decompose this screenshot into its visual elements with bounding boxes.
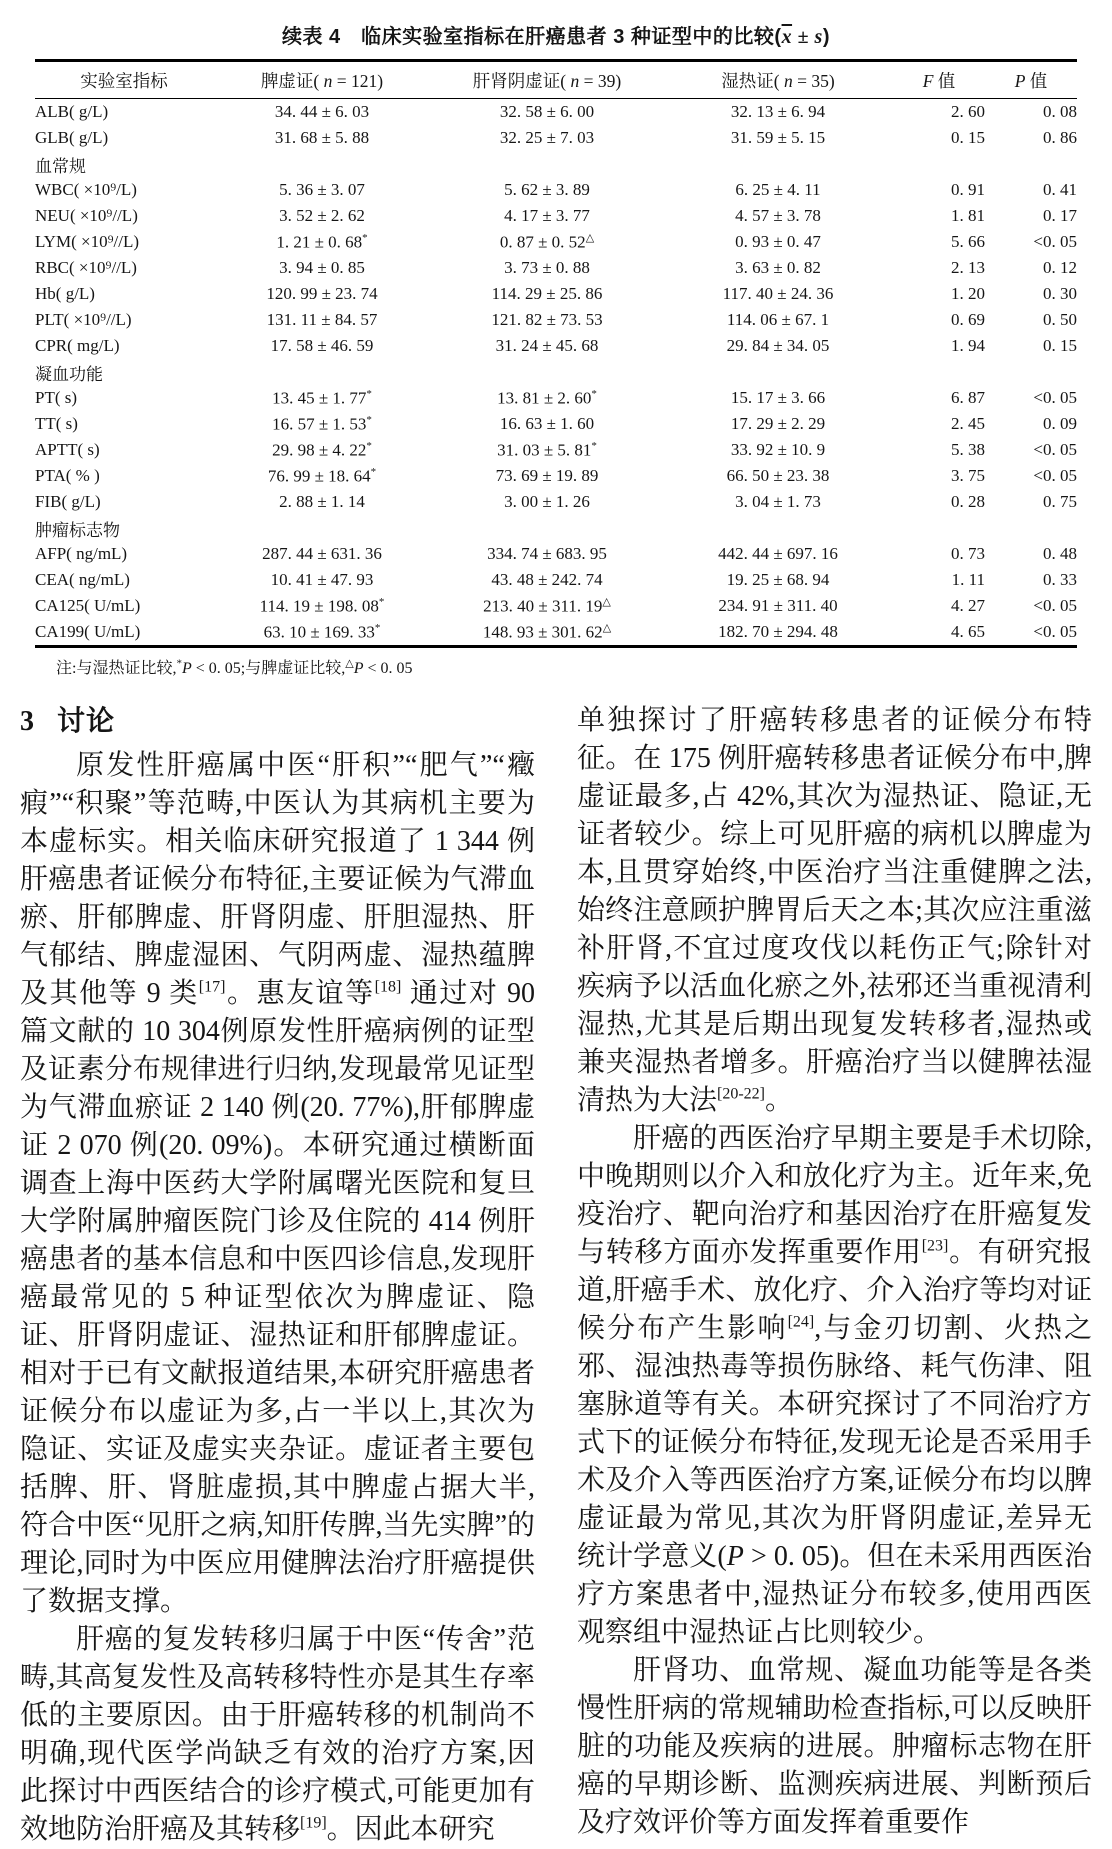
value-cell: 334. 74 ± 683. 95 — [487, 544, 607, 563]
table-row — [35, 99, 1077, 126]
p-value-cell: <0. 05 — [1033, 466, 1077, 485]
paragraph: 单独探讨了肝癌转移患者的证候分布特征。在 175 例肝癌转移患者证候分布中,脾虚证最多,占 42%,其次为湿热证、隐证,无证者较少。综上可见肝癌的病机以脾虚为本,且贯穿始终,中医治疗当注重健脾之法,始终注意顾护脾胃后天之本;其次应注重滋补肝肾,不宜过度攻伐以耗伤正气;除针对疾病予以活血化瘀之外,祛邪还当重视清利湿热,尤其是后期出现复发转移者,湿热或兼夹湿热者增多。肝癌治疗当以健脾祛湿清热为大法[20-22]。 — [577, 705, 1092, 1116]
italic-symbol: P — [181, 660, 192, 677]
f-value-cell: 1. 11 — [951, 570, 985, 589]
p-value-cell: <0. 05 — [1033, 388, 1077, 407]
paragraph: 原发性肝癌属中医“肝积”“肥气”“癥瘕”“积聚”等范畴,中医认为其病机主要为本虚标实。相关临床研究报道了 1 344 例肝癌患者证候分布特征,主要证候为气滞血瘀、肝郁脾虚、肝肾阴虚、肝胆湿热、肝气郁结、脾虚湿困、气阴两虚、湿热蕴脾及其他等 9 类[17]。惠友谊等[18] 通过对 90 篇文献的 10 304例原发性肝癌病例的证型及证素分布规律进行归纳,发现最常见证型为气滞血瘀证 2 140 例(20. 77%),肝郁脾虚证 2 070 例(20. 09%)。本研究通过横断面调查上海中医药大学附属曙光医院和复旦大学附属肿瘤医院门诊及住院的 414 例肝癌患者的基本信息和中医四诊信息,发现肝癌最常见的 5 种证型依次为脾虚证、隐证、肝肾阴虚证、湿热证和肝郁脾虚证。相对于已有文献报道结果,本研究肝癌患者证候分布以虚证为多,占一半以上,其次为隐证、实证及虚实夹杂证。虚证者主要包括脾、肝、肾脏虚损,其中脾虚占据大半,符合中医“见肝之病,知肝传脾,当先实脾”的理论,同时为中医应用健脾法治疗肝癌提供了数据支撑。 — [20, 750, 535, 1617]
p-value-cell: 0. 48 — [1043, 544, 1077, 563]
value-cell: 3. 00 ± 1. 26 — [504, 492, 590, 511]
indicator-label: APTT( s) — [35, 440, 100, 459]
value-cell: 121. 82 ± 73. 53 — [491, 310, 603, 329]
f-value-cell: 0. 15 — [951, 128, 985, 147]
f-value-cell: 2. 60 — [951, 102, 985, 121]
table-header-row — [35, 61, 1077, 99]
value-cell: 182. 70 ± 294. 48 — [718, 622, 838, 641]
superscript: [19] — [300, 1814, 327, 1832]
f-value-cell: 0. 28 — [951, 492, 985, 511]
indicator-label: PTA( % ) — [35, 466, 100, 485]
table-row — [35, 411, 1077, 437]
value-cell: 29. 98 ± 4. 22* — [272, 439, 372, 460]
section-title: 讨论 — [57, 705, 116, 736]
column-header: 实验室指标 — [80, 71, 168, 91]
superscript: [23] — [921, 1237, 949, 1255]
table-caption-text: 续表 4 临床实验室指标在肝癌患者 3 种证型中的比较( — [281, 26, 782, 48]
section-row — [35, 151, 1077, 177]
superscript: [24] — [787, 1313, 815, 1331]
column-header: 湿热证( n = 35) — [721, 71, 835, 91]
value-cell: 0. 87 ± 0. 52△ — [499, 232, 595, 252]
value-cell: 131. 11 ± 84. 57 — [266, 310, 378, 329]
value-cell: 66. 50 ± 23. 38 — [726, 466, 830, 485]
indicator-label: CA199( U/mL) — [35, 622, 141, 641]
f-value-cell: 4. 27 — [951, 596, 985, 615]
p-value-cell: 0. 09 — [1043, 414, 1077, 433]
f-value-cell: 6. 87 — [951, 388, 985, 407]
paragraph: 肝肾功、血常规、凝血功能等是各类慢性肝病的常规辅助检查指标,可以反映肝脏的功能及疾病的进展。肿瘤标志物在肝癌的早期诊断、监测疾病进展、判断预后及疗效评价等方面发挥着重要作 — [577, 1655, 1092, 1838]
f-value-cell: 1. 81 — [951, 206, 985, 225]
value-cell: 4. 57 ± 3. 78 — [735, 206, 821, 225]
value-cell: 1. 21 ± 0. 68* — [276, 231, 368, 252]
value-cell: 6. 25 ± 4. 11 — [735, 180, 821, 199]
mean-sd-symbol: $\overline{x} \pm s$ — [781, 26, 823, 48]
paragraph: 肝癌的西医治疗早期主要是手术切除,中晚期则以介入和放化疗为主。近年来,免疫治疗、靶向治疗和基因治疗在肝癌复发与转移方面亦发挥重要作用[23]。有研究报道,肝癌手术、放化疗、介入治疗等均对证候分布产生影响[24],与金刃切割、火热之邪、湿浊热毒等损伤脉络、耗气伤津、阻塞脉道等有关。本研究探讨了不同治疗方式下的证候分布特征,发现无论是否采用手术及介入等西医治疗方案,证候分布均以脾虚证最为常见,其次为肝肾阴虚证,差异无统计学意义(P > 0. 05)。但在未采用西医治疗方案患者中,湿热证分布较多,使用西医观察组中湿热证占比则较少。 — [577, 1123, 1092, 1648]
value-cell: 3. 04 ± 1. 73 — [735, 492, 821, 511]
indicator-label: PT( s) — [35, 388, 78, 407]
value-cell: 2. 88 ± 1. 14 — [279, 492, 365, 511]
indicator-label: WBC( ×10⁹/L) — [35, 180, 137, 199]
indicator-label: FIB( g/L) — [35, 492, 101, 511]
indicator-label: RBC( ×10⁹//L) — [35, 258, 137, 277]
table-row — [35, 281, 1077, 307]
table-row — [35, 541, 1077, 567]
superscript: [17] — [198, 978, 226, 996]
section-row — [35, 515, 1077, 541]
table-row — [35, 177, 1077, 203]
value-cell: 29. 84 ± 34. 05 — [726, 336, 830, 355]
p-value-cell: 0. 30 — [1043, 284, 1077, 303]
table-row — [35, 385, 1077, 411]
value-cell: 10. 41 ± 47. 93 — [270, 570, 374, 589]
superscript: [18] — [374, 978, 402, 996]
value-cell: 17. 29 ± 2. 29 — [730, 414, 826, 433]
indicator-label: AFP( ng/mL) — [35, 544, 128, 563]
value-cell: 31. 68 ± 5. 88 — [274, 128, 370, 147]
lab-indicators-table — [35, 59, 1077, 648]
table-row — [35, 437, 1077, 463]
value-cell: 114. 06 ± 67. 1 — [726, 310, 830, 329]
table-row — [35, 567, 1077, 593]
table-row — [35, 333, 1077, 359]
p-value-cell: <0. 05 — [1033, 232, 1077, 251]
section-heading — [20, 702, 535, 741]
value-cell: 43. 48 ± 242. 74 — [491, 570, 603, 589]
column-header: F 值 — [922, 71, 956, 91]
value-cell: 5. 62 ± 3. 89 — [504, 180, 590, 199]
f-value-cell: 2. 13 — [951, 258, 985, 277]
f-value-cell: 0. 73 — [951, 544, 985, 563]
table-row — [35, 307, 1077, 333]
indicator-label: NEU( ×10⁹//L) — [35, 206, 138, 225]
value-cell: 3. 73 ± 0. 88 — [504, 258, 590, 277]
superscript: [20-22] — [717, 1085, 765, 1103]
indicator-label: PLT( ×10⁹//L) — [35, 310, 132, 329]
column-header: 脾虚证( n = 121) — [260, 71, 384, 91]
value-cell: 32. 25 ± 7. 03 — [499, 128, 595, 147]
p-value-cell: <0. 05 — [1033, 596, 1077, 615]
table-row — [35, 125, 1077, 151]
column-header: 肝肾阴虚证( n = 39) — [472, 71, 622, 91]
right-column — [577, 702, 1092, 1849]
indicator-label: CPR( mg/L) — [35, 336, 120, 355]
value-cell: 4. 17 ± 3. 77 — [504, 206, 590, 225]
f-value-cell: 5. 66 — [951, 232, 985, 251]
table-footnote: 注:与湿热证比较,*P < 0. 05;与脾虚证比较,△P < 0. 05 — [56, 657, 413, 677]
table-row — [35, 463, 1077, 489]
value-cell: 63. 10 ± 169. 33* — [263, 621, 381, 642]
table-row — [35, 619, 1077, 647]
f-value-cell: 0. 91 — [951, 180, 985, 199]
italic-symbol: P — [353, 660, 364, 677]
value-cell: 442. 44 ± 697. 16 — [718, 544, 838, 563]
indicator-label: GLB( g/L) — [35, 128, 109, 147]
section-number: 3 — [20, 706, 35, 737]
value-cell: 19. 25 ± 68. 94 — [726, 570, 830, 589]
italic-symbol: P — [726, 1541, 744, 1572]
p-value-cell: 0. 08 — [1043, 102, 1077, 121]
value-cell: 148. 93 ± 301. 62△ — [482, 622, 612, 642]
indicator-label: Hb( g/L) — [35, 284, 95, 303]
value-cell: 3. 63 ± 0. 82 — [735, 258, 821, 277]
value-cell: 5. 36 ± 3. 07 — [279, 180, 365, 199]
value-cell: 16. 57 ± 1. 53* — [272, 413, 372, 434]
superscript: △ — [345, 657, 354, 670]
table-caption: 续表 4 临床实验室指标在肝癌患者 3 种证型中的比较$(\overline{x} \pm s)$ — [281, 26, 831, 48]
value-cell: 34. 44 ± 6. 03 — [274, 102, 370, 121]
p-value-cell: <0. 05 — [1033, 622, 1077, 641]
value-cell: 31. 24 ± 45. 68 — [495, 336, 599, 355]
f-value-cell: 4. 65 — [951, 622, 985, 641]
f-value-cell: 3. 75 — [951, 466, 985, 485]
f-value-cell: 5. 38 — [951, 440, 985, 459]
value-cell: 17. 58 ± 46. 59 — [270, 336, 374, 355]
value-cell: 76. 99 ± 18. 64* — [267, 465, 377, 486]
value-cell: 31. 03 ± 5. 81* — [497, 439, 597, 460]
value-cell: 13. 81 ± 2. 60* — [497, 387, 597, 408]
value-cell: 3. 52 ± 2. 62 — [279, 206, 365, 225]
p-value-cell: 0. 50 — [1043, 310, 1077, 329]
f-value-cell: 1. 20 — [951, 284, 985, 303]
indicator-label: CA125( U/mL) — [35, 596, 141, 615]
indicator-label: ALB( g/L) — [35, 102, 109, 121]
section-label: 血常规 — [35, 156, 86, 176]
f-value-cell: 0. 69 — [951, 310, 985, 329]
value-cell: 117. 40 ± 24. 36 — [722, 284, 834, 303]
indicator-label: CEA( ng/mL) — [35, 570, 130, 589]
value-cell: 114. 19 ± 198. 08* — [259, 595, 385, 616]
value-cell: 114. 29 ± 25. 86 — [491, 284, 603, 303]
value-cell: 234. 91 ± 311. 40 — [718, 596, 838, 615]
value-cell: 33. 92 ± 10. 9 — [730, 440, 826, 459]
table-row — [35, 593, 1077, 619]
column-header: P 值 — [1014, 71, 1048, 91]
value-cell: 120. 99 ± 23. 74 — [266, 284, 378, 303]
left-column — [20, 702, 535, 1849]
value-cell: 31. 59 ± 5. 15 — [730, 128, 826, 147]
p-value-cell: <0. 05 — [1033, 440, 1077, 459]
p-value-cell: 0. 17 — [1043, 206, 1077, 225]
f-value-cell: 1. 94 — [951, 336, 985, 355]
p-value-cell: 0. 41 — [1043, 180, 1077, 199]
discussion-section — [20, 702, 1092, 1849]
indicator-label: TT( s) — [35, 414, 78, 433]
value-cell: 32. 58 ± 6. 00 — [499, 102, 595, 121]
p-value-cell: 0. 33 — [1043, 570, 1077, 589]
value-cell: 13. 45 ± 1. 77* — [272, 387, 372, 408]
superscript: * — [176, 657, 182, 670]
table-row — [35, 203, 1077, 229]
table-row — [35, 255, 1077, 281]
value-cell: 16. 63 ± 1. 60 — [499, 414, 595, 433]
paragraph: 肝癌的复发转移归属于中医“传舍”范畴,其高复发性及高转移特性亦是其生存率低的主要原因。由于肝癌转移的机制尚不明确,现代医学尚缺乏有效的治疗方案,因此探讨中西医结合的诊疗模式,可能更加有效地防治肝癌及其转移[19]。因此本研究 — [20, 1624, 535, 1845]
value-cell: 3. 94 ± 0. 85 — [279, 258, 365, 277]
section-row — [35, 359, 1077, 385]
p-value-cell: 0. 12 — [1043, 258, 1077, 277]
f-value-cell: 2. 45 — [951, 414, 985, 433]
value-cell: 73. 69 ± 19. 89 — [495, 466, 599, 485]
value-cell: 15. 17 ± 3. 66 — [730, 388, 826, 407]
section-label: 凝血功能 — [35, 364, 103, 384]
value-cell: 287. 44 ± 631. 36 — [262, 544, 382, 563]
p-value-cell: 0. 86 — [1043, 128, 1077, 147]
value-cell: 213. 40 ± 311. 19△ — [483, 596, 611, 616]
table-row — [35, 489, 1077, 515]
p-value-cell: 0. 75 — [1043, 492, 1077, 511]
section-label: 肿瘤标志物 — [35, 520, 120, 540]
p-value-cell: 0. 15 — [1043, 336, 1077, 355]
indicator-label: LYM( ×10⁹//L) — [35, 232, 139, 251]
value-cell: 32. 13 ± 6. 94 — [730, 102, 826, 121]
table-row — [35, 229, 1077, 255]
value-cell: 0. 93 ± 0. 47 — [735, 232, 821, 251]
